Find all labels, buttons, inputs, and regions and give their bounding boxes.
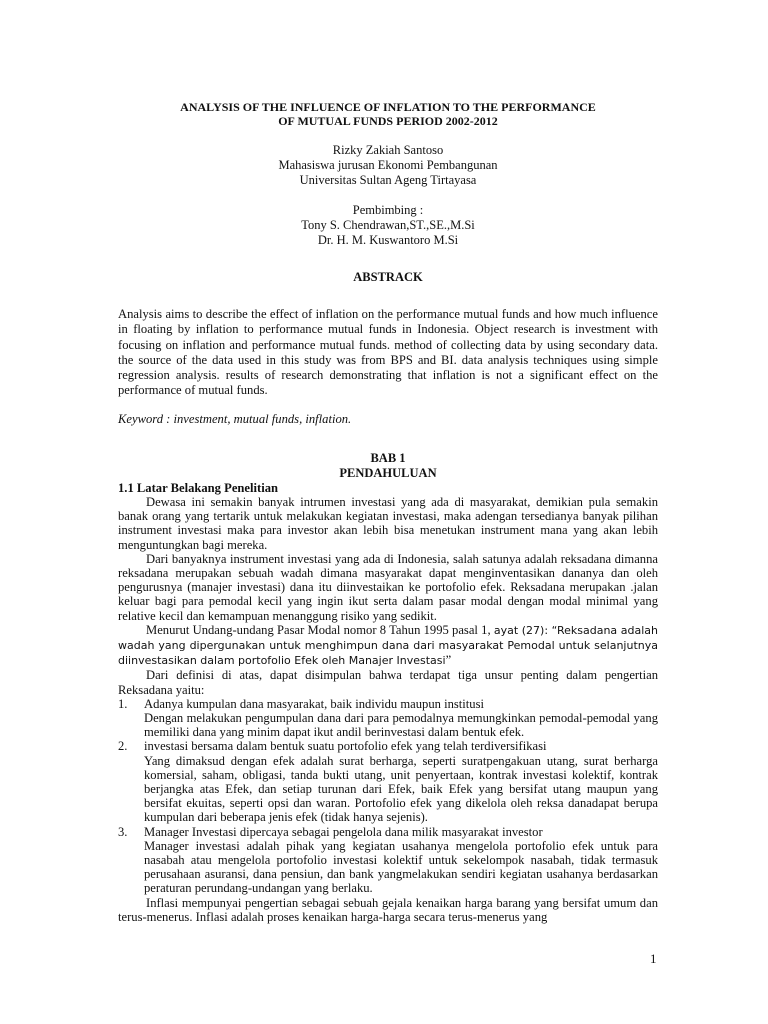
- list-title: Adanya kumpulan dana masyarakat, baik individu maupun institusi: [144, 696, 484, 711]
- title-line-2: OF MUTUAL FUNDS PERIOD 2002-2012: [278, 114, 498, 128]
- paragraph-2: Dari banyaknya instrument investasi yang ada di Indonesia, salah satunya adalah reksadana dimanna reksadana merupakan sebuah wadah dimana masyarakat dapat menginventasikan dananya dan oleh pengurusnya (manajer investasi) dana itu diinvestaikan ke portofolio efek. Reksadana merupakan .jalan keluar bagi para pemodal kecil yang ingin ikut serta dalam pasar modal dengan modal minimal yang relative kecil dan kemampuan menanggung risiko yang sedikit.: [118, 551, 658, 623]
- paper-title: [118, 100, 658, 128]
- list-number: 1.: [118, 696, 128, 711]
- section-heading: 1.1 Latar Belakang Penelitian: [118, 480, 278, 495]
- author-name: Rizky Zakiah Santoso: [332, 143, 444, 157]
- chapter-title: PENDAHULUAN: [339, 465, 437, 480]
- abstract-heading: ABSTRACK: [353, 270, 423, 284]
- title-line-1: ANALYSIS OF THE INFLUENCE OF INFLATION TO THE PERFORMANCE: [180, 100, 596, 114]
- page-number: 1: [650, 951, 657, 966]
- advisor-2: Dr. H. M. Kuswantoro M.Si: [317, 233, 459, 247]
- paragraph-3: [118, 623, 658, 669]
- chapter-number: BAB 1: [370, 450, 406, 465]
- list-title: Manager Investasi dipercaya sebagai pengelola dana milik masyarakat investor: [144, 824, 543, 839]
- list-desc-text: Dengan melakukan pengumpulan dana dari para pemodalnya memungkinkan pemodal-pemodal yang memiliki dana yang minim dapat ikut andil berinvestasi dalam bentuk efek.: [144, 711, 658, 740]
- keywords: Keyword : investment, mutual funds, inflation.: [118, 411, 352, 426]
- list-description: [144, 711, 658, 739]
- abstract-text: Analysis aims to describe the effect of inflation on the performance mutual funds and how much influence in floating by inflation to performance mutual funds in Indonesia. Object research is investment with focusing on inflation and performance mutual funds. method of collecting data by using secondary data. the source of the data used in this study was from BPS and BI. data analysis techniques using simple regression analysis. results of research demonstrating that inflation is not a significant effect on the performance of mutual funds.: [118, 307, 658, 398]
- definition-quote: ayat (27): “Reksadana adalah wadah yang dipergunakan untuk menghimpun dana dari masyarakat Pemodal untuk selanjutnya diinvestasikan dalam portofolio Efek oleh Manajer Investasi: [118, 623, 658, 668]
- advisor-1: Tony S. Chendrawan,ST.,SE.,M.Si: [301, 218, 475, 232]
- list-desc-text: Yang dimaksud dengan efek adalah surat berharga, seperti suratpengakuan utang, surat berharga komersial, saham, obligasi, tanda bukti utang, unit penyertaan, kontrak investasi kolektif, kontrak berjangka atas Efek, dan setiap turunan dari Efek, baik Efek yang bersifat utang maupun yang bersifat ekuitas, seperti opsi dan waran. Portofolio efek yang dikelola oleh reksa danadapat berupa kumpulan dari beberapa jenis efek (tidak hanya sejenis).: [144, 753, 658, 825]
- list-item: [118, 739, 658, 753]
- paragraph-5: Inflasi mempunyai pengertian sebagai sebuah gejala kenaikan harga barang yang bersifat umum dan terus-menerus. Inflasi adalah proses kenaikan harga-harga secara terus-menerus yang: [118, 895, 658, 924]
- chapter-heading: [118, 451, 658, 481]
- list-title: investasi bersama dalam bentuk suatu portofolio efek yang telah terdiversifikasi: [144, 739, 547, 754]
- advisor-label: Pembimbing :: [352, 203, 424, 217]
- author-block: [118, 143, 658, 188]
- list-description: [144, 839, 658, 896]
- list-number: 2.: [118, 739, 128, 754]
- advisor-block: [118, 203, 658, 248]
- section-body: [118, 481, 658, 924]
- paragraph-4: Dari definisi di atas, dapat disimpulan bahwa terdapat tiga unsur penting dalam pengertian Reksadana yaitu:: [118, 668, 658, 697]
- list-desc-text: Manager investasi adalah pihak yang kegiatan usahanya mengelola portofolio efek untuk para nasabah atau mengelola portofolio investasi kolektif untuk sekelompok nasabah, tidak termasuk perusahaan asuransi, dana pensiun, dan bank yangmelakukan sendiri kegiatan usahanya berdasarkan peraturan perundang-undangan yang berlaku.: [144, 838, 658, 896]
- page-content: [118, 100, 658, 924]
- paragraph-3-lead: Menurut Undang-undang Pasar Modal nomor 8 Tahun 1995 pasal 1,: [146, 622, 494, 637]
- author-affiliation-1: Mahasiswa jurusan Ekonomi Pembangunan: [278, 158, 498, 172]
- paragraph-1: Dewasa ini semakin banyak intrumen investasi yang ada di masyarakat, demikian pula semakin banak orang yang tertarik untuk melakukan kegiatan investasi, maka adengan tersedianya banyak pilihan instrument investasi maka para investor akan lebih bisa menetukan instrument mana yang akan lebih menguntungkan bagi mereka.: [118, 494, 658, 552]
- author-affiliation-2: Universitas Sultan Ageng Tirtayasa: [299, 173, 477, 187]
- quote-close: ”: [445, 653, 452, 668]
- list-description: [144, 754, 658, 825]
- list-item: [118, 825, 658, 839]
- list-item: [118, 697, 658, 711]
- list-number: 3.: [118, 824, 128, 839]
